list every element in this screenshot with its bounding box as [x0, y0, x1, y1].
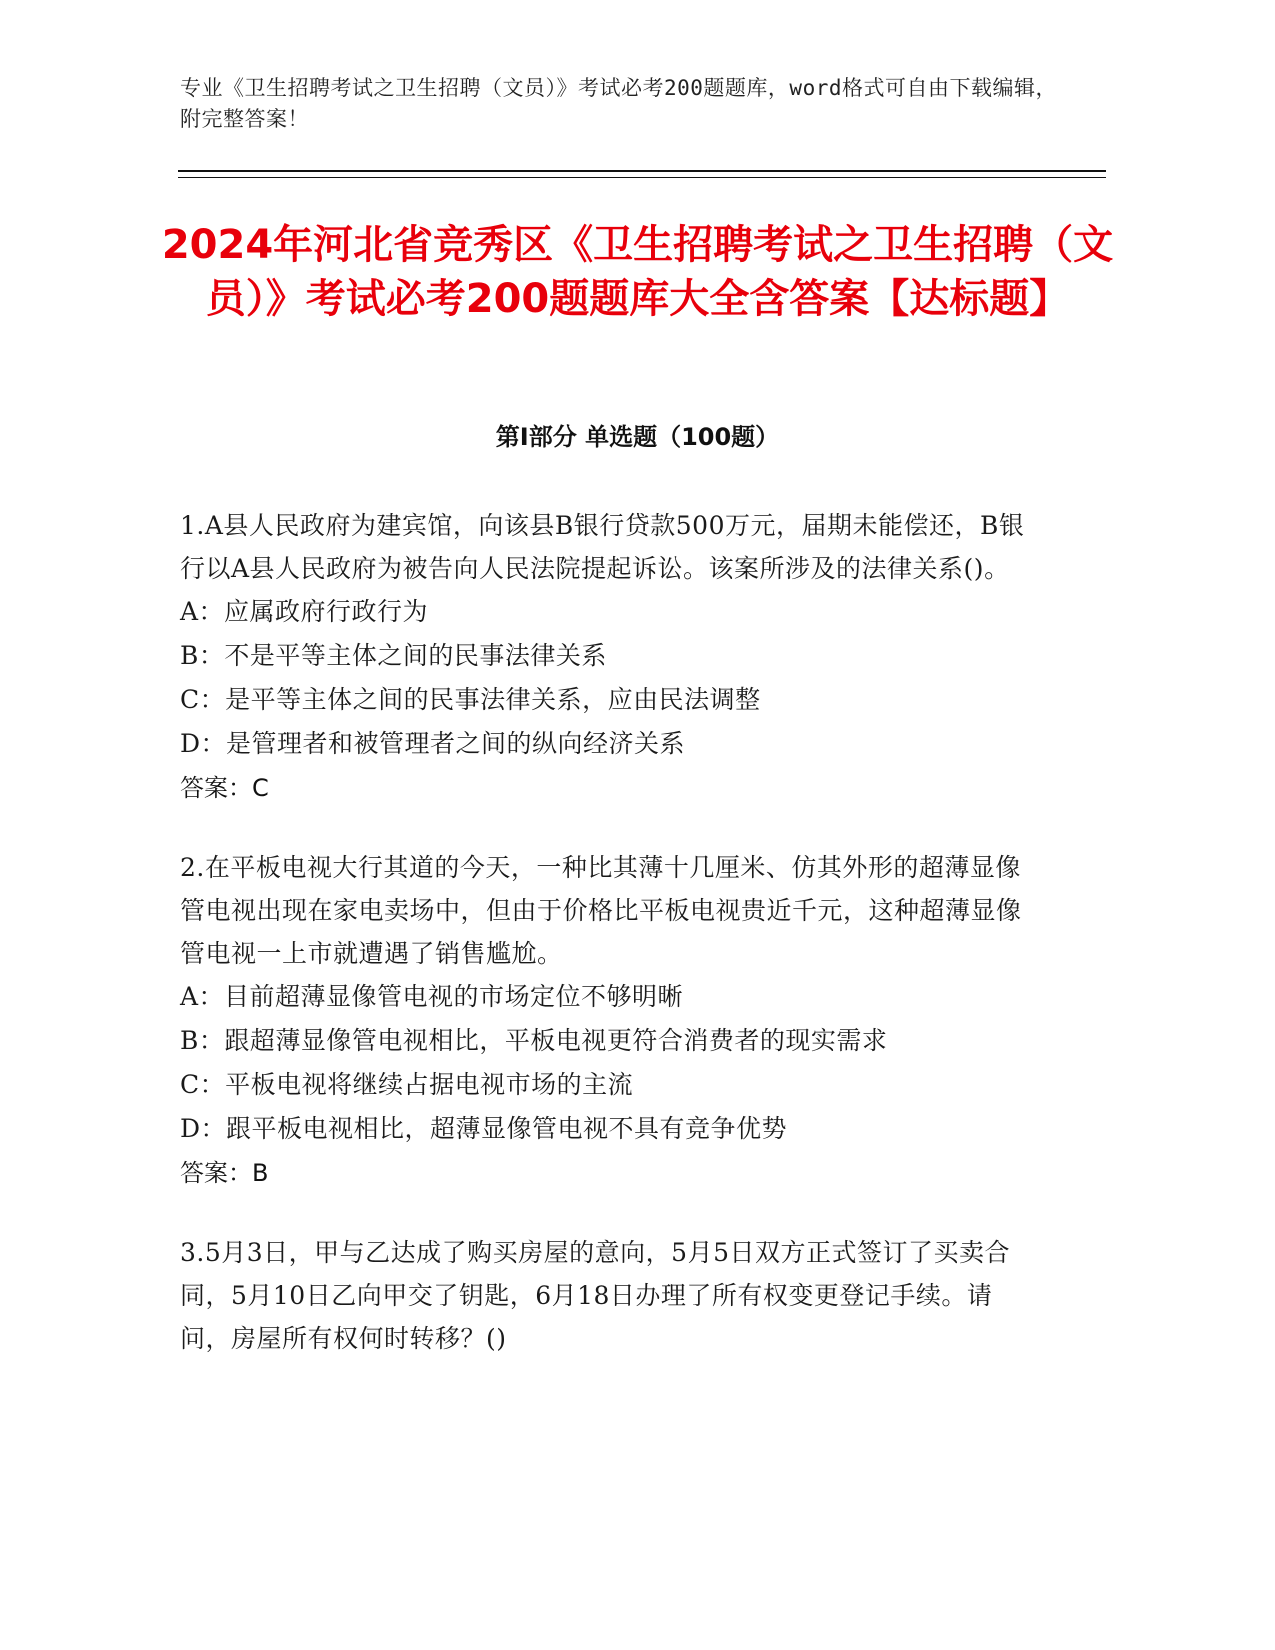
question-stem: 3.5月3日，甲与乙达成了购买房屋的意向，5月5日双方正式签订了买卖合同，5月10日乙向甲交了钥匙，6月18日办理了所有权变更登记手续。请问，房屋所有权何时转移？() [180, 1238, 1010, 1353]
header-note: 专业《卫生招聘考试之卫生招聘（文员）》考试必考200题题库，word格式可自由下载编辑，附完整答案！ [180, 76, 1057, 131]
option-d: D：跟平板电视相比，超薄显像管电视不具有竞争优势 [180, 1114, 788, 1143]
question-1 [180, 504, 1040, 810]
question-2 [180, 846, 1040, 1195]
question-stem: 1.A县人民政府为建宾馆，向该县B银行贷款500万元，届期未能偿还，B银行以A县人民政府为被告向人民法院提起诉讼。该案所涉及的法律关系()。 [180, 511, 1025, 583]
section-title: 第Ⅰ部分 单选题（100题） [495, 423, 780, 451]
question-stem: 2.在平板电视大行其道的今天，一种比其薄十几厘米、仿其外形的超薄显像管电视出现在家电卖场中，但由于价格比平板电视贵近千元，这种超薄显像管电视一上市就遭遇了销售尴尬。 [180, 853, 1022, 968]
document-title: 2024年河北省竞秀区《卫生招聘考试之卫生招聘（文员）》考试必考200题题库大全含答案【达标题】 [161, 222, 1114, 322]
header-divider-thin [178, 177, 1106, 178]
header-divider-thick [178, 170, 1106, 172]
option-c: C：平板电视将继续占据电视市场的主流 [180, 1070, 634, 1099]
answer: 答案：B [180, 1159, 269, 1187]
option-b: B：跟超薄显像管电视相比，平板电视更符合消费者的现实需求 [180, 1026, 888, 1055]
option-a: A：应属政府行政行为 [180, 597, 429, 626]
question-3 [180, 1231, 1040, 1360]
option-d: D：是管理者和被管理者之间的纵向经济关系 [180, 729, 686, 758]
option-b: B：不是平等主体之间的民事法律关系 [180, 641, 607, 670]
option-c: C：是平等主体之间的民事法律关系，应由民法调整 [180, 685, 761, 714]
option-a: A：目前超薄显像管电视的市场定位不够明晰 [180, 982, 684, 1011]
answer: 答案：C [180, 774, 269, 802]
question-list [180, 504, 1040, 1396]
